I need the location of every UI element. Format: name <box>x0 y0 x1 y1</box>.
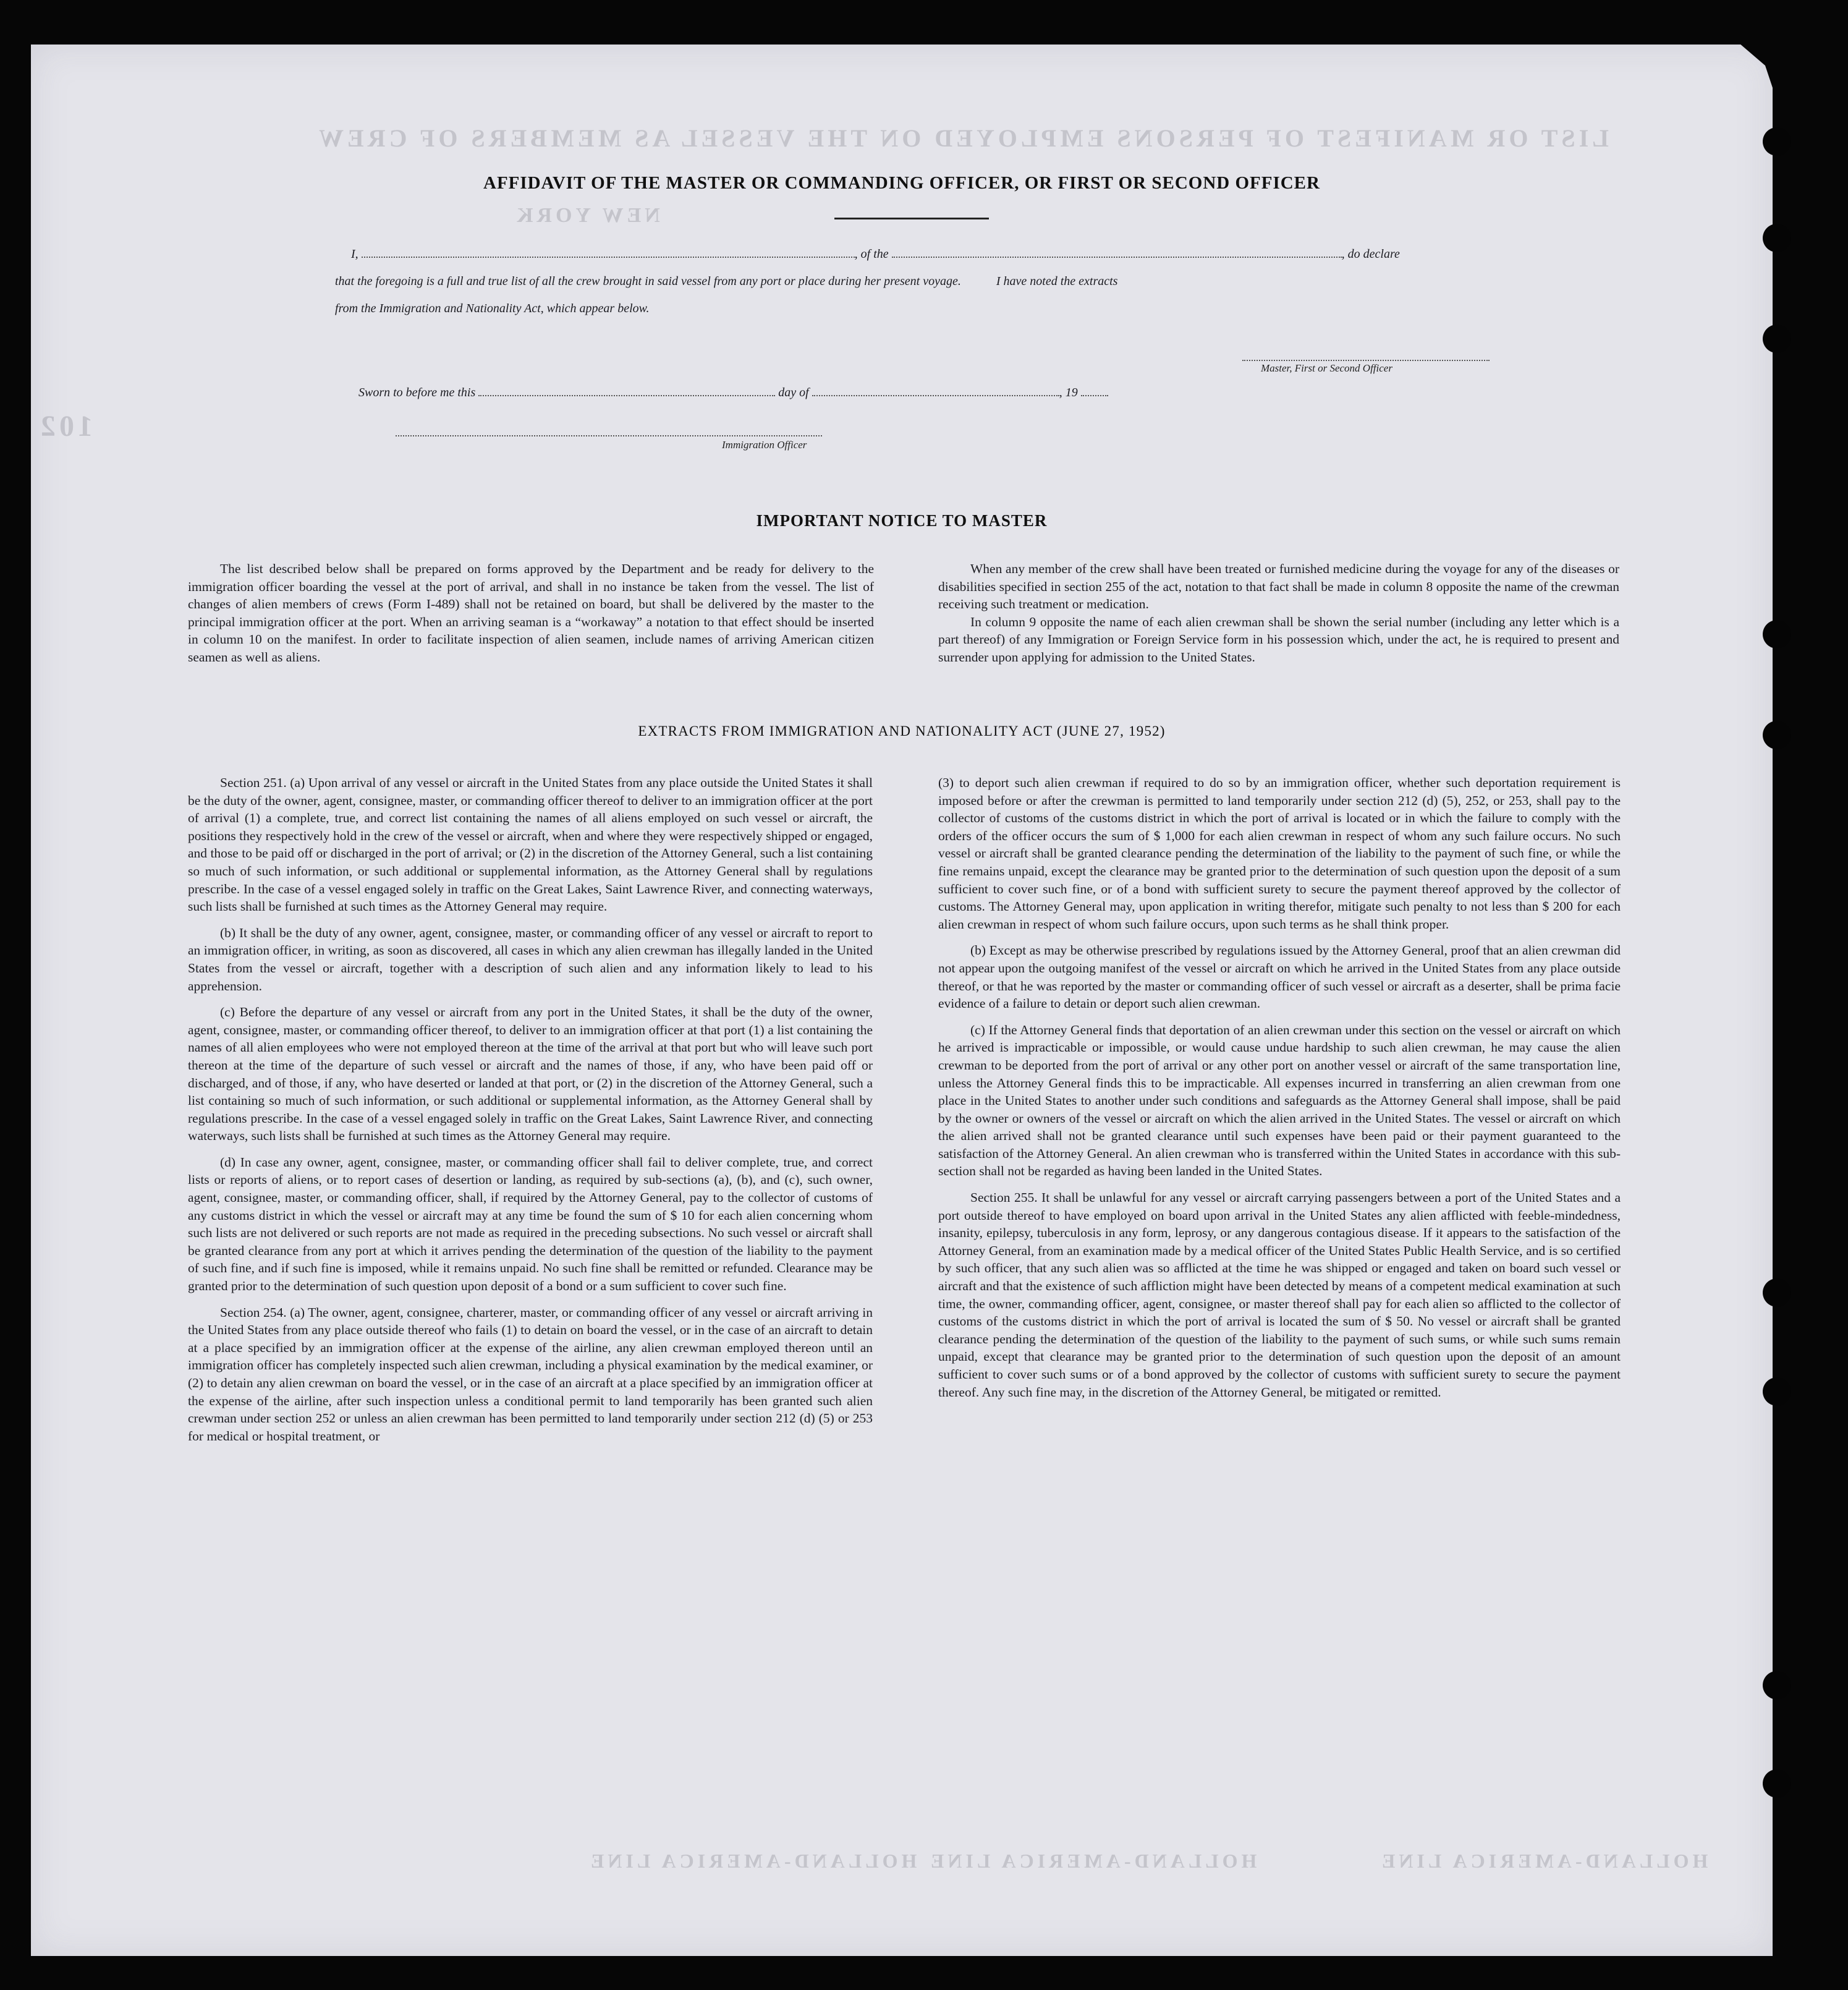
extracts-title: EXTRACTS FROM IMMIGRATION AND NATIONALITY ACT (JUNE 27, 1952) <box>638 723 1166 739</box>
bleedthrough-header: LIST OR MANIFEST OF PERSONS EMPLOYED ON THE VESSEL AS MEMBERS OF CREW <box>315 124 1609 152</box>
affidavit-do-declare-label: , do declare <box>1341 247 1400 261</box>
punch-hole <box>1763 127 1791 156</box>
affidavit-declaration-line <box>351 247 1400 262</box>
notice-right-paragraph-1: When any member of the crew shall have been treated or furnished medicine during the voyage for any of the diseases or disabilities specified in section 255 of the act, notation to that fact shall be made in column 8 opposite the name of the crewman receiving such treatment or medication. <box>938 561 1619 612</box>
punch-hole <box>1763 1278 1791 1307</box>
punch-hole <box>1763 1671 1791 1699</box>
punch-hole <box>1763 325 1791 353</box>
extracts-left-column <box>188 774 873 1445</box>
section-254b: (b) Except as may be otherwise prescribed by regulations issued by the Attorney General, proof that an alien crewman did not appear upon the outgoing manifest of the vessel or aircraft on which he arrived in the United States from any place outside thereof, or that he was reported by the master or commanding officer of such vessel or aircraft as a deserter, shall be prima facie evidence of a failure to detain or deport such alien crewman. <box>938 943 1621 1011</box>
sworn-label: Sworn to before me this <box>358 386 476 399</box>
section-251d: (d) In case any owner, agent, consignee, master, or commanding officer shall fail to deliver complete, true, and correct lists or reports of aliens, or to report cases of desertion or landing, as required by sub-sections (a), (b), and (c), such owner, agent, consignee, master, or commanding officer, shall, if required by the Attorney General, pay to the collector of customs of any customs district in which the vessel or aircraft may at any time be found the sum of $ 10 for each alien concerning whom such lists are not delivered or such reports are not made as required in the preceding subsections. No such vessel or aircraft shall be granted clearance from any port at which it arrives pending the determination of the question of the liability to the payment of such fine, and if such fine is imposed, while it remains unpaid. No such fine shall be remitted or refunded. Clearance may be granted prior to the determination of such question upon deposit of a bond or a sum sufficient to cover such fine. <box>188 1154 873 1294</box>
section-254c: (c) If the Attorney General finds that deportation of an alien crewman under this section on the vessel or aircraft on which he arrived is impracticable or impossible, or would cause undue hardship to such alien crewman, he may cause the alien crewman to be deported from the port of arrival or any other port on another vessel or aircraft of the same transportation line, unless the Attorney General finds this to be impracticable. All expenses incurred in transferring an alien crewman from one place in the United States to another under such conditions and safeguards as the Attorney General shall impose, shall be paid by the owner or owners of the vessel or aircraft on which the alien arrived in the United States. The vessel or aircraft on which the alien arrived shall not be granted clearance until such expenses have been paid or their payment guaranteed to the satisfaction of the Attorney General. An alien crewman who is transferred within the United States in accordance with this sub-section shall not be regarded as having been landed in the United States. <box>938 1022 1621 1179</box>
affidavit-statement-line <box>335 274 1117 289</box>
affidavit-i-label: I, <box>351 247 358 261</box>
day-of-label: day of <box>778 386 809 399</box>
affidavit-title: AFFIDAVIT OF THE MASTER OR COMMANDING OFFICER, OR FIRST OR SECOND OFFICER <box>483 173 1320 193</box>
master-signature-caption: Master, First or Second Officer <box>1261 362 1392 374</box>
punch-hole <box>1763 224 1791 252</box>
affidavit-of-the-label: , of the <box>854 247 889 261</box>
sworn-year-field[interactable] <box>1081 394 1108 396</box>
bleedthrough-page-number: 102 <box>37 410 93 443</box>
declarant-name-field[interactable] <box>362 256 855 258</box>
master-signature-field[interactable] <box>1242 360 1490 361</box>
bleedthrough-port: NEW YORK <box>513 204 660 227</box>
affidavit-statement-text: that the foregoing is a full and true list of all the crew brought in said vessel from any port or place during her present voyage. <box>335 274 961 288</box>
bleedthrough-footer-3: HOLLAND-AMERICA LINE <box>1378 1850 1708 1872</box>
section-251b: (b) It shall be the duty of any owner, agent, consignee, master, or commanding officer of any vessel or aircraft to report to an immigration officer, in writing, as soon as discovered, all cases in which any alien crewman has illegally landed in the United States from the vessel or aircraft, together with a description of such alien and any information likely to lead to his apprehension. <box>188 925 873 993</box>
sworn-month-field[interactable] <box>812 394 1059 396</box>
bleedthrough-footer-1: HOLLAND-AMERICA LINE <box>587 1850 917 1872</box>
notice-title: IMPORTANT NOTICE TO MASTER <box>756 511 1048 530</box>
vessel-name-field[interactable] <box>892 256 1342 258</box>
punch-hole <box>1763 1377 1791 1406</box>
document-page <box>31 45 1773 1956</box>
notice-right-paragraph-2: In column 9 opposite the name of each alien crewman shall be shown the serial number (including any letter which is a part thereof) of any Immigration or Foreign Service form in his possession which, under the act, he is required to present and surrender upon applying for admission to the United States. <box>938 614 1619 665</box>
affidavit-extracts-text: I have noted the extracts <box>996 274 1118 288</box>
immigration-officer-signature-field[interactable] <box>396 435 822 436</box>
section-251a: Section 251. (a) Upon arrival of any vessel or aircraft in the United States from any place outside the United States it shall be the duty of the owner, agent, consignee, master, or commanding officer thereof to deliver to an immigration officer at the port of arrival (1) a complete, true, and correct list containing the names of all aliens employed on such vessel or aircraft, the positions they respectively hold in the crew of the vessel or aircraft, when and where they were respectively shipped or engaged, and those to be paid off or discharged in the port of arrival; or (2) in the discretion of the Attorney General, such a list containing so much of such information, or such additional or supplemental information, as the Attorney General shall by regulations prescribe. In the case of a vessel engaged solely in traffic on the Great Lakes, Saint Lawrence River, and connecting waterways, such lists shall be furnished at such times as the Attorney General may require. <box>188 775 873 914</box>
punch-hole <box>1763 1769 1791 1798</box>
affidavit-extracts-line: from the Immigration and Nationality Act, which appear below. <box>335 302 650 315</box>
section-254a-continued: (3) to deport such alien crewman if required to do so by an immigration officer, whether such deportation requirement is imposed before or after the crewman is permitted to land temporarily under section 212 (d) (5), 252, or 253, shall pay to the collector of customs of the customs district in which the port of arrival is located or in which the failure to comply with the orders of the officer occurs the sum of $ 1,000 for each alien crewman in respect of whom any such failure occurs. No such vessel or aircraft shall be granted clearance pending the determination of the liability to the payment of such fine, or while the fine remains unpaid, except the clearance may be granted prior to the determination of such question upon the deposit of a sum sufficient to cover such fine, or of a bond with sufficient surety to secure the payment thereof approved by the collector of customs. The Attorney General may, upon application in writing therefor, mitigate such penalty to not less than $ 200 for each alien crewman in respect of whom such failure occurs, upon such terms as he shall think proper. <box>938 775 1621 932</box>
punch-hole <box>1763 721 1791 749</box>
section-255: Section 255. It shall be unlawful for any vessel or aircraft carrying passengers between a port of the United States and a port outside thereof to have employed on board upon arrival in the United States any alien afflicted with feeble-mindedness, insanity, epilepsy, tuberculosis in any form, leprosy, or any dangerous contagious disease. If it appears to the satisfaction of the Attorney General, from an examination made by a medical officer of the United States Public Health Service, and is so certified by such officer, that any such alien was so afflicted at the time he was shipped or engaged and taken on board such vessel or aircraft and that the existence of such affliction might have been detected by means of a competent medical examination at such time, the owner, commanding officer, agent, consignee, or master thereof shall pay for each alien so afflicted to the collector of customs of the customs district in which the port of arrival is located the sum of $ 50. No vessel or aircraft shall be granted clearance pending the determination of the question of the liability to the payment of such sums, or while such sums remain unpaid, except that clearance may be granted prior to the determination of such question upon the deposit of an amount sufficient to cover such sums or of a bond approved by the collector of customs with sufficient surety to secure the payment thereof. Any such fine may, in the discretion of the Attorney General, be mitigated or remitted. <box>938 1190 1621 1400</box>
punch-hole <box>1763 620 1791 648</box>
immigration-officer-caption: Immigration Officer <box>722 439 807 451</box>
sworn-line <box>358 386 1108 400</box>
section-254a: Section 254. (a) The owner, agent, consignee, charterer, master, or commanding officer of any vessel or aircraft arriving in the United States from any place outside thereof who fails (1) to detain on board the vessel, or in the case of an aircraft to detain at a place specified by an immigration officer at the expense of the airline, any alien crewman employed thereon until an immigration officer has completely inspected such alien crewman, including a physical examination by the medical examiner, or (2) to detain any alien crewman on board the vessel, or in the case of an aircraft at a place specified by an immigration officer at the expense of the airline, after such inspection unless a conditional permit to land temporarily has been granted such alien crewman under section 252 or unless an alien crewman has been permitted to land temporarily under section 212 (d) (5) or 253 for medical or hospital treatment, or <box>188 1304 873 1444</box>
title-underline <box>834 218 989 219</box>
section-251c: (c) Before the departure of any vessel or aircraft from any port in the United States, it shall be the duty of the owner, agent, consignee, master, or commanding officer thereof, to deliver to an immigration officer at that port (1) a list containing the names of all alien employees who were not employed thereon at the time of the arrival at that port but who will leave such port thereon at the time of the departure of such vessel or aircraft and the names of those, if any, who have been paid off or discharged, and of those, if any, who have deserted or landed at that port, or (2) in the discretion of the Attorney General, such a list containing so much of such information, or such additional or supplemental information, as the Attorney General shall by regulations prescribe. In the case of a vessel engaged solely in traffic on the Great Lakes, Saint Lawrence River, and connecting waterways, such lists shall be furnished at such times as the Attorney General may require. <box>188 1005 873 1144</box>
year-prefix-label: , 19 <box>1059 386 1078 399</box>
sworn-day-field[interactable] <box>478 394 775 396</box>
notice-left-paragraph: The list described below shall be prepared on forms approved by the Department and be ready for delivery to the immigration officer boarding the vessel at the port of arrival, and shall in no instance be taken from the vessel. The list of changes of alien members of crews (Form I-489) shall not be retained on board, but shall be delivered by the master to the principal immigration officer at the port. When an arriving seaman is a “workaway” a notation to that effect should be inserted in column 10 on the manifest. In order to facilitate inspection of alien seamen, include names of arriving American citizen seamen as well as aliens. <box>188 561 874 665</box>
notice-left-column <box>188 560 874 666</box>
notice-right-column <box>938 560 1619 666</box>
extracts-right-column <box>938 774 1621 1401</box>
bleedthrough-footer-2: HOLLAND-AMERICA LINE <box>927 1850 1257 1872</box>
